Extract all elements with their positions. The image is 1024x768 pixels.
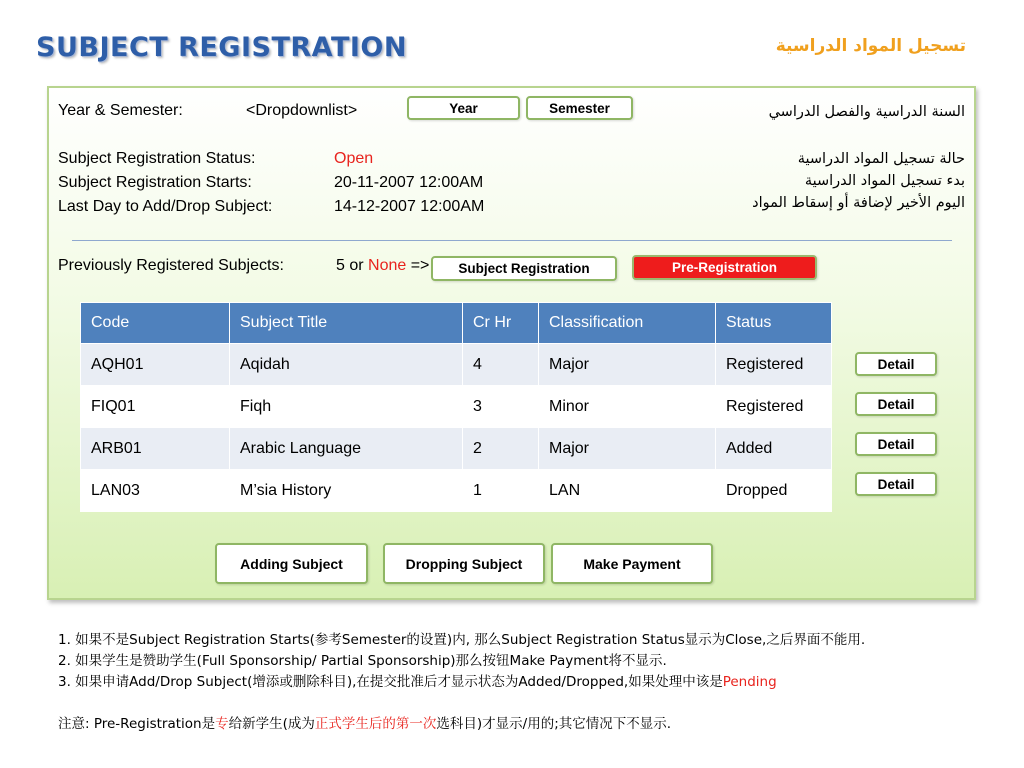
last-day-value: 14-12-2007 12:00AM (334, 198, 485, 215)
cell-status: Registered (716, 386, 832, 428)
make-payment-button[interactable]: Make Payment (551, 543, 713, 584)
cell-status: Registered (716, 344, 832, 386)
year-semester-label: Year & Semester: (58, 102, 183, 119)
table-row (81, 386, 832, 428)
detail-button-fiq01[interactable]: Detail (855, 392, 937, 416)
pre-registration-button[interactable]: Pre-Registration (632, 255, 817, 280)
arabic-last-day: اليوم الأخير لإضافة أو إسقاط المواد (752, 195, 965, 211)
cell-title: Aqidah (230, 344, 463, 386)
arabic-page-title: تسجيل المواد الدراسية (775, 36, 966, 56)
cell-cr-hr: 2 (463, 428, 539, 470)
cell-code: AQH01 (81, 344, 230, 386)
table-row (81, 428, 832, 470)
subject-registration-button[interactable]: Subject Registration (431, 256, 617, 281)
semester-button[interactable]: Semester (526, 96, 633, 120)
note-attention (58, 714, 865, 735)
cell-title: Arabic Language (230, 428, 463, 470)
note-attention-b: 专 (215, 716, 229, 732)
cell-classification: Minor (539, 386, 716, 428)
cell-status: Added (716, 428, 832, 470)
header-classification: Classification (539, 303, 716, 344)
previous-none: None (368, 257, 407, 274)
cell-code: ARB01 (81, 428, 230, 470)
cell-title: M’sia History (230, 470, 463, 512)
header-status: Status (716, 303, 832, 344)
registration-status-label: Subject Registration Status: (58, 150, 256, 167)
note-attention-e: 选科目)才显示/用的;其它情况下不显示. (436, 716, 672, 732)
cell-code: LAN03 (81, 470, 230, 512)
arabic-starts: بدء تسجيل المواد الدراسية (804, 173, 965, 189)
registration-starts-value: 20-11-2007 12:00AM (334, 174, 484, 191)
subjects-table (80, 302, 832, 512)
previous-arrow: => (406, 257, 430, 274)
note-3-text: 3. 如果申请Add/Drop Subject(增添或删除科目),在提交批准后才显示状态为Added/Dropped,如果处理中该是 (58, 674, 723, 690)
header-cr-hr: Cr Hr (463, 303, 539, 344)
notes-spacer (58, 693, 865, 714)
page-title: SUBJECT REGISTRATION (36, 32, 407, 63)
detail-button-aqh01[interactable]: Detail (855, 352, 937, 376)
cell-classification: Major (539, 344, 716, 386)
detail-button-lan03[interactable]: Detail (855, 472, 937, 496)
section-divider (72, 240, 952, 241)
registration-starts-label: Subject Registration Starts: (58, 174, 252, 191)
cell-classification: LAN (539, 470, 716, 512)
note-2: 2. 如果学生是赞助学生(Full Sponsorship/ Partial Sponsorship)那么按钮Make Payment将不显示. (58, 653, 667, 669)
note-attention-a: 注意: Pre-Registration是 (58, 716, 216, 732)
notes-section (58, 630, 865, 735)
adding-subject-button[interactable]: Adding Subject (215, 543, 368, 584)
cell-code: FIQ01 (81, 386, 230, 428)
cell-classification: Major (539, 428, 716, 470)
cell-cr-hr: 3 (463, 386, 539, 428)
cell-cr-hr: 4 (463, 344, 539, 386)
cell-title: Fiqh (230, 386, 463, 428)
table-row (81, 344, 832, 386)
year-semester-dropdown[interactable]: <Dropdownlist> (246, 102, 358, 119)
note-3-pending: Pending (722, 674, 777, 690)
table-row (81, 470, 832, 512)
dropping-subject-button[interactable]: Dropping Subject (383, 543, 545, 584)
detail-button-arb01[interactable]: Detail (855, 432, 937, 456)
note-attention-c: 给新学生(成为 (228, 716, 315, 732)
arabic-status: حالة تسجيل المواد الدراسية (797, 151, 965, 167)
header-subject-title: Subject Title (230, 303, 463, 344)
note-attention-d: 正式学生后的第一次 (314, 716, 437, 732)
cell-cr-hr: 1 (463, 470, 539, 512)
last-day-label: Last Day to Add/Drop Subject: (58, 198, 273, 215)
cell-status: Dropped (716, 470, 832, 512)
registration-status-value: Open (334, 150, 374, 167)
header-code: Code (81, 303, 230, 344)
previous-subjects-value (336, 256, 429, 276)
previous-subjects-label: Previously Registered Subjects: (58, 257, 284, 274)
year-button[interactable]: Year (407, 96, 520, 120)
arabic-year-semester: السنة الدراسية والفصل الدراسي (768, 104, 965, 120)
previous-count: 5 or (336, 257, 369, 274)
note-3 (58, 672, 865, 693)
table-header-row (81, 303, 832, 344)
note-1: 1. 如果不是Subject Registration Starts(参考Semester的设置)内, 那么Subject Registration Status显示为Close,之后界面不能用. (58, 632, 866, 648)
